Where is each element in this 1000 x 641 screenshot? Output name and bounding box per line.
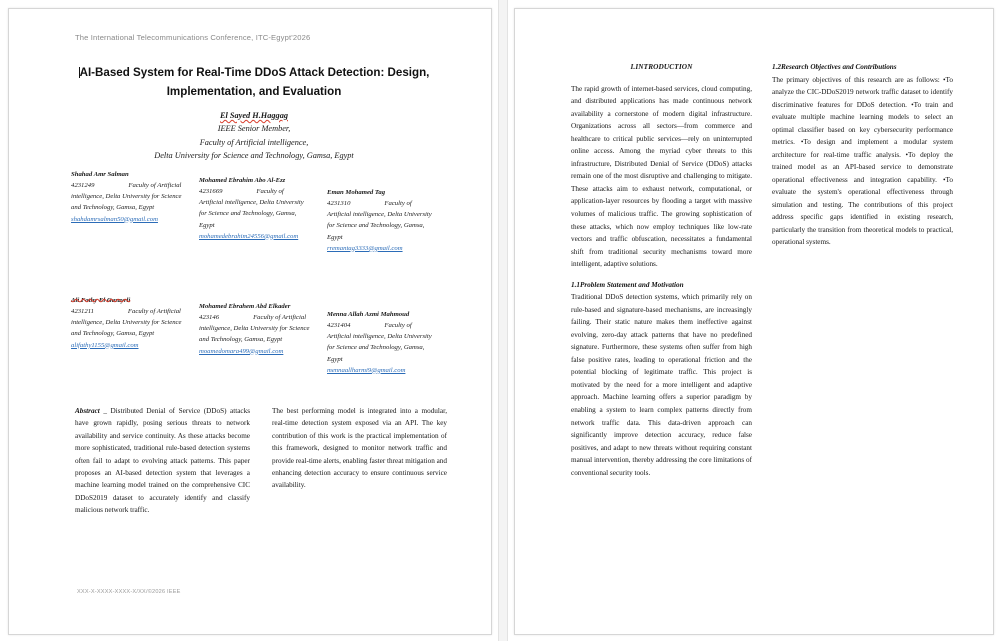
author-block	[71, 295, 183, 351]
subsection-1-2-body: The primary objectives of this research are as follows: •To analyze the CIC-DDoS2019 network traffic dataset to identify discriminative features for DDoS detection. •To train and evaluate multiple machine learning models to select an optimal classifier based on key cybersecurity performance metrics. •To design and implement a modular system architecture for real-time traffic analysis. •To deploy the trained model as an API-based service to demonstrate operational effectiveness and integration capability. •To evaluate the system's operational effectiveness through simulation and testing. The contributions of this project address specific gaps identified in existing research, particularly the transition from theoretical models to practical, operational systems.	[772, 75, 953, 247]
author-name: Menna Allah Azmi Mahmoud	[327, 311, 410, 318]
author-id-affiliation	[327, 320, 435, 365]
subsection-1-2-heading: 1.2Research Objectives and Contributions	[772, 63, 897, 71]
page2-column-left	[571, 61, 752, 479]
author-block	[199, 301, 311, 357]
author-email-link[interactable]: shahdamrsalman50@gmail.com	[71, 215, 158, 223]
page-title	[71, 64, 437, 102]
author-name: Mohamed Ebrahim Abo Al-Ezz	[199, 177, 286, 184]
footer-copyright: XXX-X-XXXX-XXXX-X/XX/©2026 IEEE	[77, 589, 181, 595]
author-affiliation: Faculty of Artificial intelligence, Delta University for Science and Technology, Gamsa, Egypt	[71, 182, 182, 212]
section-heading-introduction: I.INTRODUCTION	[630, 62, 693, 71]
author-id: 4231211	[71, 308, 94, 316]
page2-columns	[571, 61, 953, 479]
author-block	[71, 169, 183, 225]
author-email-link[interactable]: moamedomara499@gmail.com	[199, 347, 284, 355]
subsection-1-2	[772, 61, 953, 249]
author-affiliation: Faculty of Artificial intelligence, Delta University for Science and Technology, Gamsa, Egypt	[199, 314, 310, 344]
page-title-text: AI-Based System for Real-Time DDoS Attack Detection: Design, Implementation, and Evaluation	[79, 66, 430, 98]
document-page-2[interactable]	[514, 8, 994, 635]
author-id-affiliation	[327, 198, 435, 243]
abstract-column-right: The best performing model is integrated into a modular, real-time detection system exposed via an API. The key contribution of this work is the practical implementation of this framework, designed to monitor network traffic and provide real-time alerts, enabling faster threat mitigation and enhancing detection accuracy to ensure continuous service availability.	[272, 407, 447, 490]
author-affiliation: Faculty of Artificial intelligence, Delta University for Science and Technology, Gamsa, Egypt	[71, 308, 182, 338]
author-email-link[interactable]: rremantag3333@gmail.com	[327, 244, 403, 252]
running-head: The International Telecommunications Conference, ITC-Egypt'2026	[75, 33, 311, 42]
author-affiliation: Faculty of Artificial intelligence, Delta University for Science and Technology, Gamsa, Egypt	[199, 188, 304, 229]
author-id-affiliation	[199, 186, 307, 231]
author-affiliation: Faculty of Artificial intelligence, Delta University for Science and Technology, Gamsa, Egypt	[327, 200, 432, 241]
lead-author-name: El Sayed H.Haggag	[220, 111, 288, 120]
author-id: 4231249	[71, 182, 95, 190]
page2-column-right	[772, 61, 953, 479]
author-email-link[interactable]: alifathy1155@gmail.com	[71, 341, 139, 349]
intro-paragraph: The rapid growth of internet-based services, cloud computing, and distributed applications has made continuous network availability a cornerstone of modern digital infrastructure. Organizations across all sectors—from commerce and healthcare to critical public services—rely on uninterrupted online access. Among the myriad cyber threats to this infrastructure, Distributed Denial of Service (DDoS) attacks remain one of the most disruptive and challenging to mitigate. These attacks aim to exhaust network, computational, or application-layer resources by flooding a target with massive volumes of malicious traffic. The growing sophistication of these attacks, which now employ techniques like low-rate vectors and traffic obfuscation, necessitates a fundamental shift from traditional security mechanisms toward more intelligent, adaptive solutions.	[571, 84, 752, 269]
subsection-1-1-heading: 1.1Problem Statement and Motivation	[571, 280, 684, 289]
abstract-column-left	[75, 405, 250, 516]
subsection-1-1-body: Traditional DDoS detection systems, which primarily rely on rule-based and signature-based mechanisms, are increasingly failing. Their static nature makes them ineffective against evolving, zero-day attack patterns that have no predefined signature. Furthermore, these systems often suffer from high false positive rates, leading to operational friction and the potential blocking of legitimate traffic. This project is motivated by the need for a more intelligent and adaptive approach. Machine learning offers a superior paradigm by enabling a system to learn complex patterns directly from network traffic data. This data-driven approach can significantly improve detection accuracy, reduce false positives, and adapt to new threats without requiring constant manual intervention, thereby addressing the core limitations of conventional security tools.	[571, 293, 752, 477]
author-block	[199, 175, 307, 242]
author-id: 4231404	[327, 322, 351, 330]
page-divider	[498, 0, 508, 641]
abstract-text-1: _ Distributed Denial of Service (DDoS) attacks have grown rapidly, posing serious threats to network availability and service continuity. As these attacks become more sophisticated, traditional rule-based detection systems often fail to adapt to evolving attack patterns. This paper proposes an AI-based detection system that leverages a machine learning model trained on the comprehensive CIC DDoS2019 dataset to accurately identify and classify malicious network traffic.	[75, 407, 250, 514]
author-name: Shahad Amr Salman	[71, 171, 129, 178]
author-email-link[interactable]: mohamedebrahim24556@gmail.com	[199, 232, 299, 240]
lead-author-line4: Delta University for Science and Technology, Gamsa, Egypt	[154, 151, 354, 161]
author-id: 4231669	[199, 188, 223, 196]
author-block	[327, 309, 435, 376]
author-id-affiliation	[71, 306, 183, 339]
author-name: Ali Fathy El Gazayrli	[71, 297, 131, 304]
subsection-1-1	[571, 279, 752, 480]
author-name: Eman Mohamed Tag	[327, 189, 386, 196]
author-block	[327, 187, 435, 254]
author-affiliation: Faculty of Artificial intelligence, Delta University for Science and Technology, Gamsa, Egypt	[327, 322, 432, 363]
lead-author-line3: Faculty of Artificial intelligence,	[199, 137, 309, 147]
lead-author-block	[71, 109, 437, 163]
author-id-affiliation	[71, 180, 183, 213]
author-email-link[interactable]: mennaallharmi9@gmail.com	[327, 366, 406, 374]
abstract-label: Abstract	[75, 407, 100, 415]
author-id: 423146	[199, 314, 220, 322]
author-name: Mohamed Ebrahem Abd Elkader	[199, 303, 291, 310]
author-id-affiliation	[199, 312, 311, 345]
author-id: 4231310	[327, 200, 351, 208]
lead-author-line2: IEEE Senior Member,	[217, 124, 291, 134]
document-page-1[interactable]	[8, 8, 492, 635]
abstract-section	[75, 405, 447, 516]
